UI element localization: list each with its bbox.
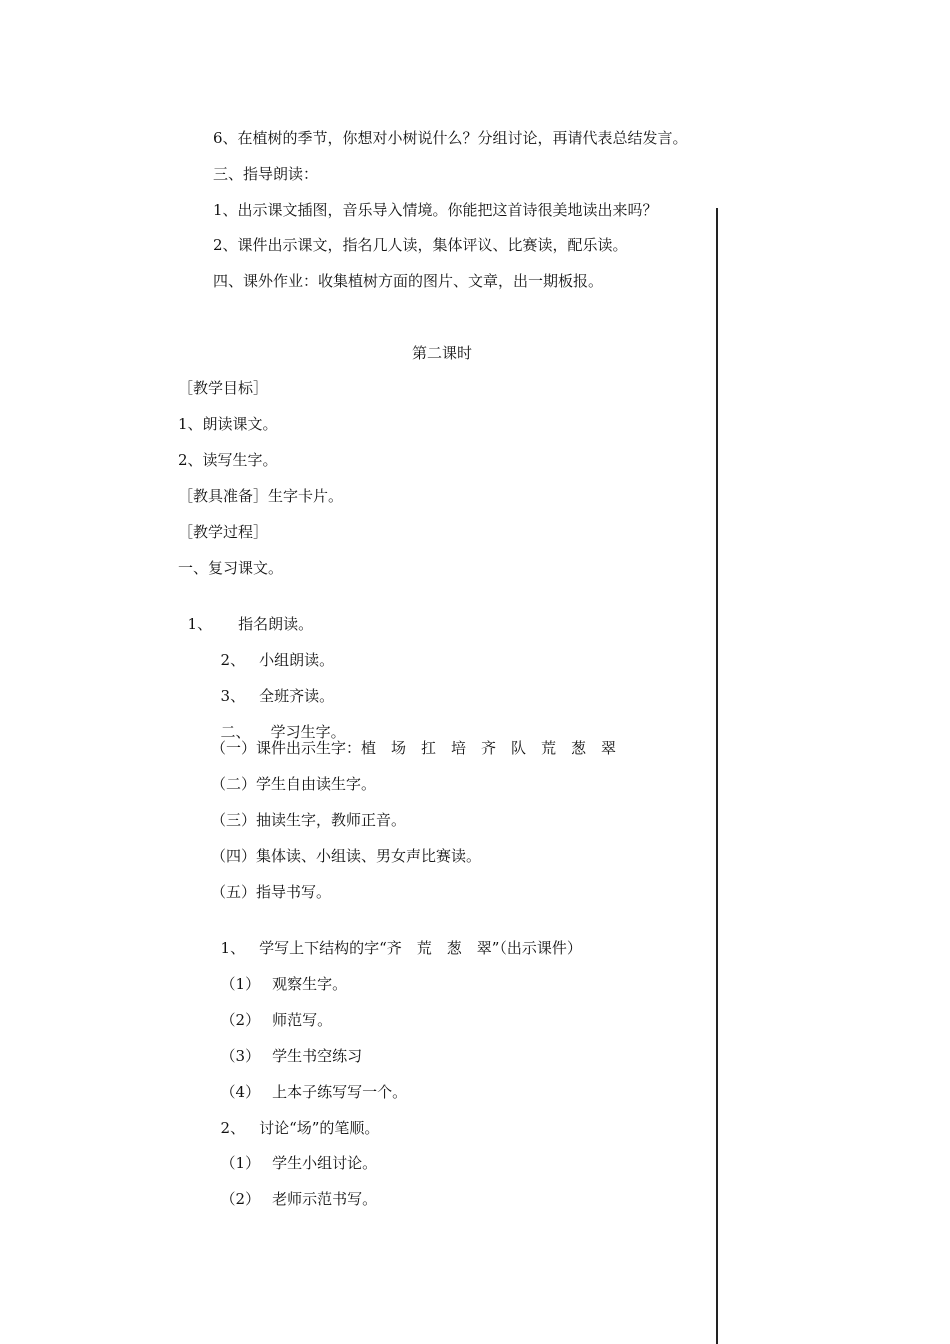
sub-step-5: （五）指导书写。 (211, 883, 332, 901)
item-text: 老师示范书写。 (272, 1190, 378, 1208)
sub-step-3: （三）抽读生字，教师正音。 (211, 811, 407, 829)
right-margin-rule (716, 208, 718, 1344)
write-1-step-1 (211, 954, 347, 994)
write-1 (211, 918, 582, 958)
write-2-step-1 (211, 1133, 377, 1173)
sub-step-2: （二）学生自由读生字。 (211, 775, 377, 793)
sub-step-1: （一）课件出示生字：植 场 扛 培 齐 队 荒 葱 翠 (211, 739, 617, 757)
item-text: 观察生字。 (272, 975, 348, 993)
item-text: 全班齐读。 (259, 687, 335, 705)
item-text: 学写上下结构的字“齐 荒 葱 翠”（出示课件） (259, 939, 582, 957)
goal-1: 1、朗读课文。 (178, 415, 278, 433)
write-1-step-3 (211, 1026, 362, 1066)
item-number: （3） (220, 1047, 261, 1065)
item-number: 2、 (220, 651, 246, 669)
item-6: 6、在植树的季节，你想对小树说什么？分组讨论，再请代表总结发言。 (213, 129, 688, 147)
lesson-title: 第二课时 (412, 344, 473, 362)
write-2 (211, 1098, 379, 1138)
item-text: 上本子练写写一个。 (272, 1083, 408, 1101)
item-text: 小组朗读。 (259, 651, 335, 669)
write-1-step-2 (211, 990, 332, 1030)
item-number: （2） (220, 1190, 261, 1208)
goal-2: 2、读写生字。 (178, 451, 278, 469)
item-text: 师范写。 (272, 1011, 333, 1029)
item-text: 学生书空练习 (272, 1047, 363, 1065)
write-2-step-2 (211, 1169, 377, 1209)
goals-heading: ［教学目标］ (178, 379, 269, 397)
item-number: 二、 (220, 723, 251, 741)
item-text: 学习生字。 (270, 723, 346, 741)
sub-step-4: （四）集体读、小组读、男女声比赛读。 (211, 847, 482, 865)
item-number: （2） (220, 1011, 261, 1029)
step-1-item-1 (178, 594, 313, 634)
item-number: 3、 (220, 687, 246, 705)
section-3-item-1: 1、出示课文插图，音乐导入情境。你能把这首诗很美地读出来吗？ (213, 201, 658, 219)
item-number: 2、 (220, 1119, 246, 1137)
step-1-title: 一、复习课文。 (178, 559, 284, 577)
item-text: 讨论“场”的笔顺。 (259, 1119, 380, 1137)
section-4: 四、课外作业：收集植树方面的图片、文章，出一期板报。 (213, 272, 604, 290)
tools-line: ［教具准备］生字卡片。 (178, 487, 344, 505)
process-heading: ［教学过程］ (178, 523, 269, 541)
step-1-item-2 (211, 630, 334, 670)
item-number: （1） (220, 975, 261, 993)
item-text: 学生小组讨论。 (272, 1154, 378, 1172)
item-number: 1、 (187, 615, 213, 633)
step-2-title (211, 702, 346, 742)
step-1-item-3 (211, 666, 334, 706)
item-number: （1） (220, 1154, 261, 1172)
item-text: 指名朗读。 (238, 615, 314, 633)
section-3-title: 三、指导朗读： (213, 165, 319, 183)
item-number: 1、 (220, 939, 246, 957)
write-1-step-4 (211, 1062, 407, 1102)
section-3-item-2: 2、课件出示课文，指名几人读，集体评议、比赛读，配乐读。 (213, 236, 628, 254)
item-number: （4） (220, 1083, 261, 1101)
